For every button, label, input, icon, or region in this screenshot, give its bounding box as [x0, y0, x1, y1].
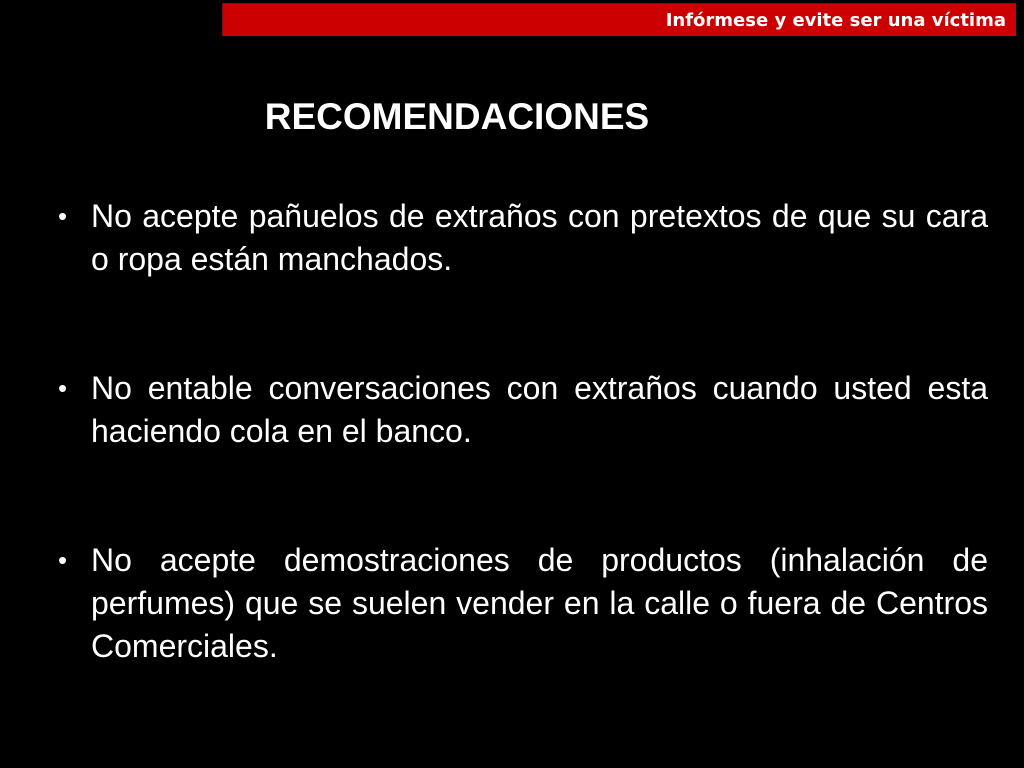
bullet-icon: • [58, 545, 68, 575]
recommendation-text: No entable conversaciones con extraños cuando usted esta haciendo cola en el banco. [91, 370, 988, 449]
slide-title: RECOMENDACIONES [264, 96, 650, 137]
recommendation-text: No acepte demostraciones de productos (inhalación de perfumes) que se suelen vender en la calle o fuera de Centros Comerciales. [91, 542, 988, 664]
list-item [55, 195, 988, 281]
bullet-icon: • [58, 373, 68, 403]
banner-text: Infórmese y evite ser una víctima [665, 9, 1006, 31]
top-banner [222, 3, 1016, 36]
list-item [55, 539, 988, 668]
bullet-icon: • [58, 201, 68, 231]
recommendation-text: No acepte pañuelos de extraños con pretextos de que su cara o ropa están manchados. [91, 198, 988, 277]
recommendations-list [55, 195, 988, 668]
list-item [55, 367, 988, 453]
